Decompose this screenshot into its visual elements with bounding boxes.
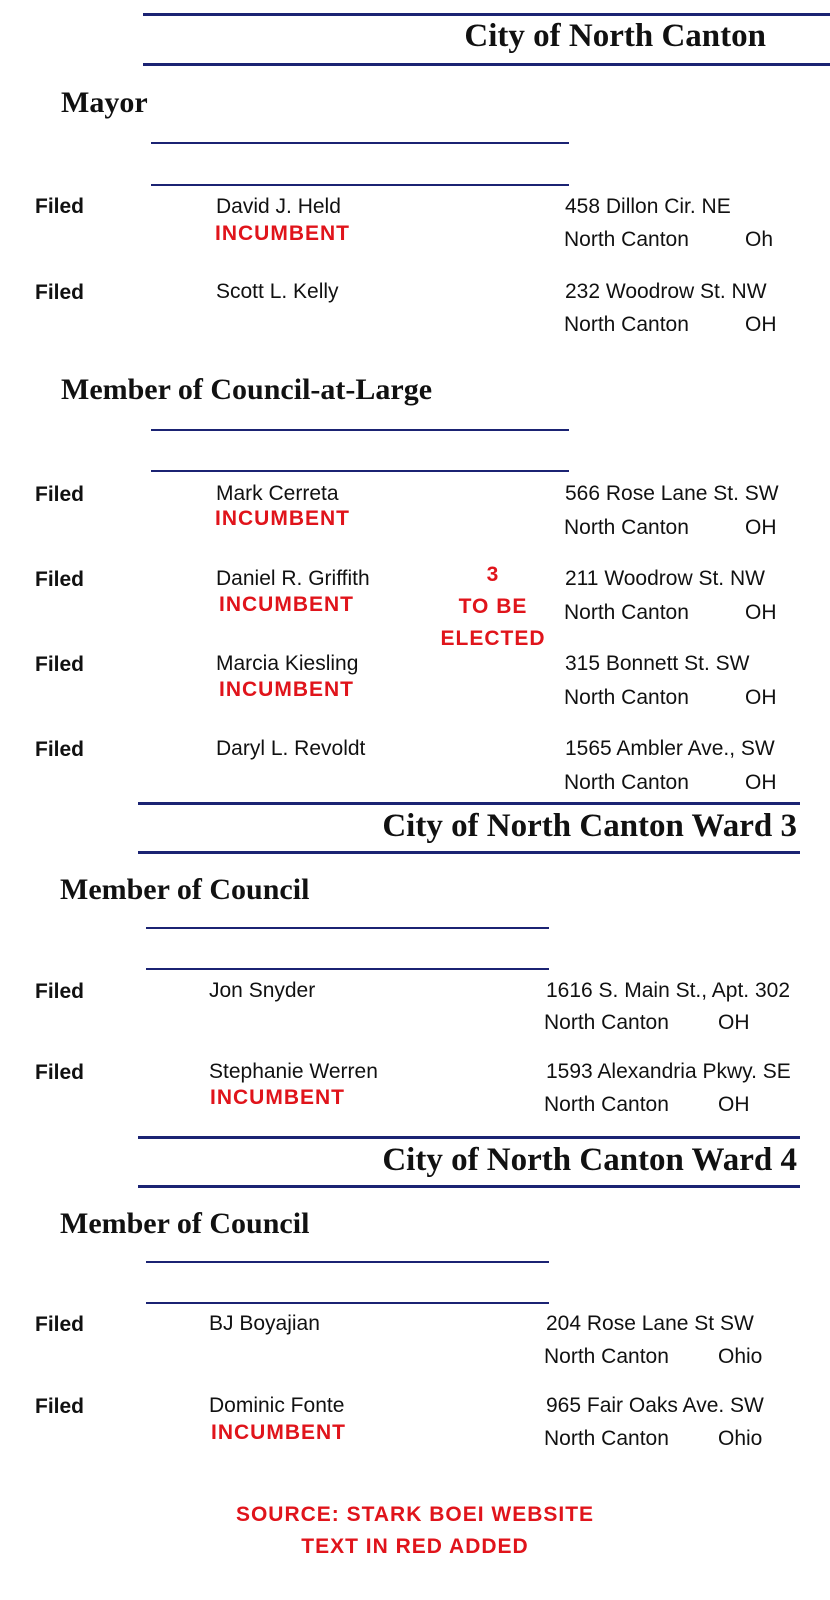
candidate-street: 458 Dillon Cir. NE	[565, 195, 731, 218]
candidate-street: 315 Bonnett St. SW	[565, 652, 750, 675]
incumbent-label: INCUMBENT	[215, 507, 350, 530]
candidate-state: OH	[745, 686, 777, 709]
filed-label: Filed	[35, 1313, 85, 1336]
filed-label: Filed	[35, 1395, 85, 1418]
section-rule-top	[138, 802, 800, 805]
candidate-street: 204 Rose Lane St SW	[546, 1312, 754, 1335]
office-rule	[146, 968, 549, 970]
section-title: City of North Canton Ward 3	[382, 808, 797, 844]
candidate-name: Dominic Fonte	[209, 1394, 345, 1417]
candidate-name: Jon Snyder	[209, 979, 316, 1002]
candidate-street: 566 Rose Lane St. SW	[565, 482, 779, 505]
section-rule-top	[143, 13, 830, 16]
added-note: TEXT IN RED ADDED	[301, 1535, 529, 1558]
filed-label: Filed	[35, 980, 85, 1003]
candidate-city: North Canton	[544, 1093, 669, 1116]
candidate-name: BJ Boyajian	[209, 1312, 320, 1335]
candidate-state: OH	[718, 1093, 750, 1116]
candidate-street: 232 Woodrow St. NW	[565, 280, 767, 303]
section-rule-bottom	[138, 851, 800, 854]
candidate-state: Ohio	[718, 1427, 763, 1450]
office-rule	[151, 142, 569, 144]
elected-label: ELECTED	[440, 627, 546, 650]
candidate-state: OH	[745, 516, 777, 539]
candidate-name: Marcia Kiesling	[216, 652, 359, 675]
office-rule	[151, 184, 569, 186]
candidate-name: Stephanie Werren	[209, 1060, 378, 1083]
section-rule-top	[138, 1136, 800, 1139]
candidate-state: OH	[745, 313, 777, 336]
incumbent-label: INCUMBENT	[210, 1086, 345, 1109]
candidate-street: 1593 Alexandria Pkwy. SE	[546, 1060, 791, 1083]
candidate-city: North Canton	[564, 686, 689, 709]
incumbent-label: INCUMBENT	[219, 593, 354, 616]
candidate-city: North Canton	[564, 601, 689, 624]
filed-label: Filed	[35, 738, 85, 761]
candidate-city: North Canton	[564, 771, 689, 794]
filed-label: Filed	[35, 568, 85, 591]
incumbent-label: INCUMBENT	[219, 678, 354, 701]
office-title-council-ward4: Member of Council	[60, 1207, 310, 1240]
candidate-state: OH	[718, 1011, 750, 1034]
filed-label: Filed	[35, 195, 85, 218]
candidate-city: North Canton	[544, 1011, 669, 1034]
candidate-state: Oh	[745, 228, 774, 251]
candidate-street: 1565 Ambler Ave., SW	[565, 737, 775, 760]
office-rule	[146, 1302, 549, 1304]
candidate-city: North Canton	[564, 228, 689, 251]
filed-label: Filed	[35, 483, 85, 506]
candidate-name: Scott L. Kelly	[216, 280, 339, 303]
candidate-city: North Canton	[564, 313, 689, 336]
office-title-council-at-large: Member of Council-at-Large	[61, 373, 433, 406]
office-rule	[146, 1261, 549, 1263]
candidate-name: Mark Cerreta	[216, 482, 339, 505]
candidate-street: 1616 S. Main St., Apt. 302	[546, 979, 790, 1002]
incumbent-label: INCUMBENT	[211, 1421, 346, 1444]
filed-label: Filed	[35, 1061, 85, 1084]
office-title-council-ward3: Member of Council	[60, 873, 310, 906]
candidate-city: North Canton	[544, 1345, 669, 1368]
section-rule-bottom	[138, 1185, 800, 1188]
candidate-state: Ohio	[718, 1345, 763, 1368]
candidate-state: OH	[745, 771, 777, 794]
candidate-street: 965 Fair Oaks Ave. SW	[546, 1394, 764, 1417]
candidate-city: North Canton	[544, 1427, 669, 1450]
candidate-city: North Canton	[564, 516, 689, 539]
candidate-state: OH	[745, 601, 777, 624]
seats-count: 3	[486, 563, 500, 586]
candidate-street: 211 Woodrow St. NW	[565, 567, 765, 590]
candidate-name: David J. Held	[216, 195, 341, 218]
to-be-label: TO BE	[458, 595, 528, 618]
source-note: SOURCE: STARK BOEI WEBSITE	[235, 1503, 595, 1526]
candidate-name: Daryl L. Revoldt	[216, 737, 366, 760]
candidate-name: Daniel R. Griffith	[216, 567, 370, 590]
office-rule	[151, 470, 569, 472]
office-rule	[151, 429, 569, 431]
incumbent-label: INCUMBENT	[215, 222, 350, 245]
section-rule-bottom	[143, 63, 830, 66]
office-title-mayor: Mayor	[61, 86, 148, 119]
filed-label: Filed	[35, 653, 85, 676]
office-rule	[146, 927, 549, 929]
section-title: City of North Canton Ward 4	[382, 1142, 797, 1178]
section-title: City of North Canton	[464, 18, 766, 54]
filed-label: Filed	[35, 281, 85, 304]
